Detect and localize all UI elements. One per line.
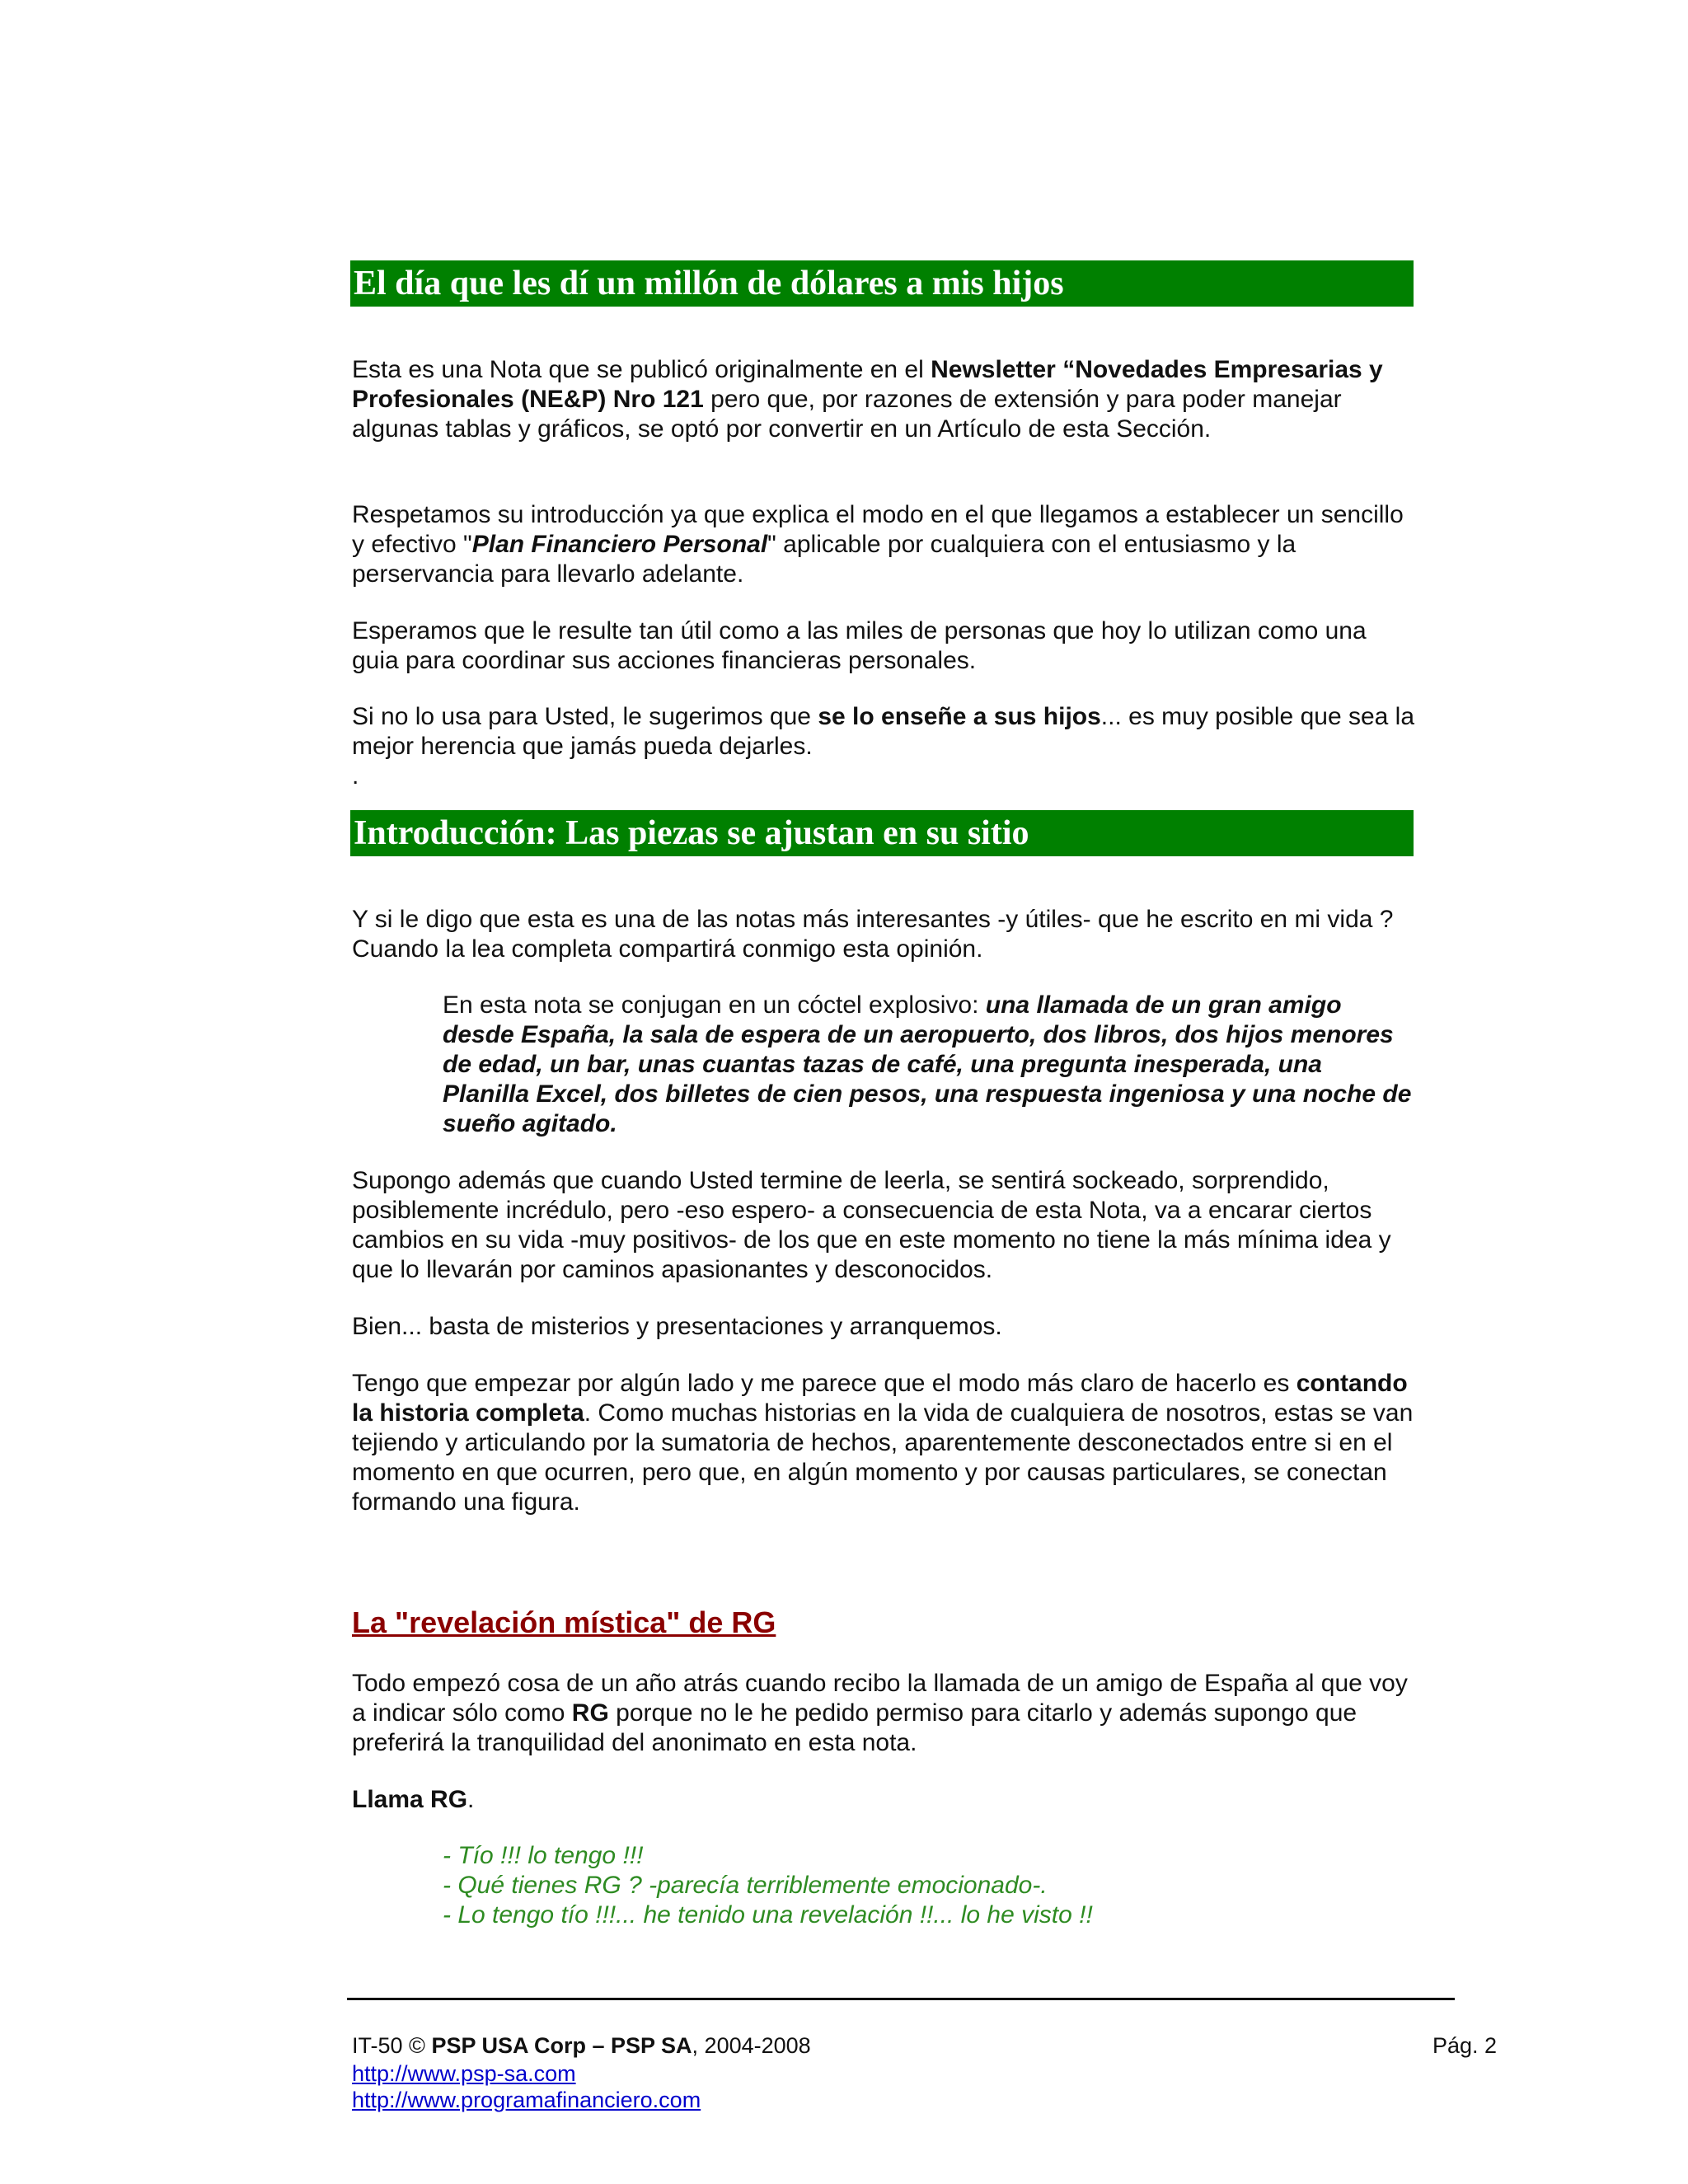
body-paragraph-2: Supongo además que cuando Usted termine de leerla, se sentirá sockeado, sorprendido, posiblemente incrédulo, pero -eso espero- a consecuencia de esta Nota, va a encarar ciertos cambios en su vida -muy positivos- de los que en este momento no tiene la más mínima idea y que lo llevarán por caminos apasionantes y desconocidos. — [352, 1167, 1391, 1283]
dialog-line: - Tío !!! lo tengo !!! — [443, 1842, 644, 1869]
company-name: PSP USA Corp – PSP SA — [431, 2033, 692, 2058]
text: Respetamos su introducción ya que explica el modo en el que llegamos a establecer un sencillo y efectivo " — [352, 501, 1404, 558]
emphasis: contando la historia completa — [352, 1370, 1408, 1427]
emphasis: se lo enseñe a sus hijos — [818, 703, 1101, 730]
text: . Como muchas historias en la vida de cualquiera de nosotros, estas se van tejiendo y articulando por la sumatoria de hechos, aparentemente desconectados entre si en el momento en que ocurren, pero que, en algún momento y por causas particulares, se conectan formando una figura. — [352, 1399, 1414, 1516]
footer-copyright — [352, 2032, 811, 2059]
text: Esta es una Nota que se publicó originalmente en el — [352, 356, 931, 383]
subsection-heading: La "revelación mística" de RG — [352, 1605, 776, 1639]
newsletter-name: Newsletter “Novedades Empresarias y Profesionales (NE&P) Nro 121 — [352, 356, 1383, 413]
intro-paragraph-4 — [352, 702, 1415, 762]
quote-paragraph — [443, 991, 1415, 1139]
emphasis: RG — [571, 1699, 609, 1727]
footer-link-psp[interactable] — [352, 2060, 576, 2087]
body-paragraph-3: Bien... basta de misterios y presentaciones y arranquemos. — [352, 1313, 1002, 1340]
footer-divider — [347, 1998, 1455, 2000]
story-paragraph-2 — [352, 1785, 1415, 1815]
section-title-banner: Introducción: Las piezas se ajustan en su sitio — [350, 810, 1414, 856]
intro-paragraph-1 — [352, 355, 1415, 444]
body-paragraph-1: Y si le digo que esta es una de las notas más interesantes -y útiles- que he escrito en mi vida ? Cuando la lea completa compartirá conmigo esta opinión. — [352, 906, 1394, 963]
story-paragraph-1 — [352, 1669, 1415, 1758]
text: IT-50 © — [352, 2033, 432, 2058]
text: ... es muy posible que sea la mejor herencia que jamás pueda dejarles. — [352, 703, 1415, 760]
dialog-line: - Lo tengo tío !!!... he tenido una revelación !!... lo he visto !! — [443, 1901, 1093, 1929]
dot-line: . — [352, 762, 359, 790]
footer-link-programa[interactable] — [352, 2087, 701, 2113]
emphasis: Llama RG — [352, 1786, 468, 1813]
intro-paragraph-2 — [352, 500, 1415, 589]
emphasis: una llamada de un gran amigo desde España, la sala de espera de un aeropuerto, dos libros, dos hijos menores de edad, un bar, unas cuantas tazas de café, una pregunta inesperada, una Planilla Excel, dos billetes de cien pesos, una respuesta ingeniosa y una noche de sueño agitado. — [443, 991, 1412, 1137]
intro-paragraph-3: Esperamos que le resulte tan útil como a las miles de personas que hoy lo utilizan como una guia para coordinar sus acciones financieras personales. — [352, 617, 1367, 674]
section-title-banner: El día que les dí un millón de dólares a mis hijos — [350, 260, 1414, 307]
text: Si no lo usa para Usted, le sugerimos que — [352, 703, 818, 730]
psp-link[interactable]: http://www.psp-sa.com — [352, 2061, 576, 2086]
text: Tengo que empezar por algún lado y me parece que el modo más claro de hacerlo es — [352, 1370, 1296, 1397]
text: porque no le he pedido permiso para citarlo y además supongo que preferirá la tranquilidad del anonimato en esta nota. — [352, 1699, 1357, 1756]
text: , 2004-2008 — [692, 2033, 811, 2058]
dialog-line: - Qué tienes RG ? -parecía terriblemente emocionado-. — [443, 1872, 1048, 1899]
programa-link[interactable]: http://www.programafinanciero.com — [352, 2088, 701, 2112]
plan-name: Plan Financiero Personal — [471, 531, 768, 558]
text: Todo empezó cosa de un año atrás cuando recibo la llamada de un amigo de España al que voy a indicar sólo como — [352, 1670, 1408, 1727]
page-number: Pág. 2 — [1432, 2033, 1498, 2058]
text: pero que, por razones de extensión y para poder manejar algunas tablas y gráficos, se optó por convertir en un Artículo de esta Sección. — [352, 386, 1342, 443]
text: En esta nota se conjugan en un cóctel explosivo: — [443, 991, 986, 1019]
text: " aplicable por cualquiera con el entusiasmo y la perservancia para llevarlo adelante. — [352, 531, 1296, 588]
text: . — [467, 1786, 475, 1813]
body-paragraph-4 — [352, 1369, 1415, 1517]
